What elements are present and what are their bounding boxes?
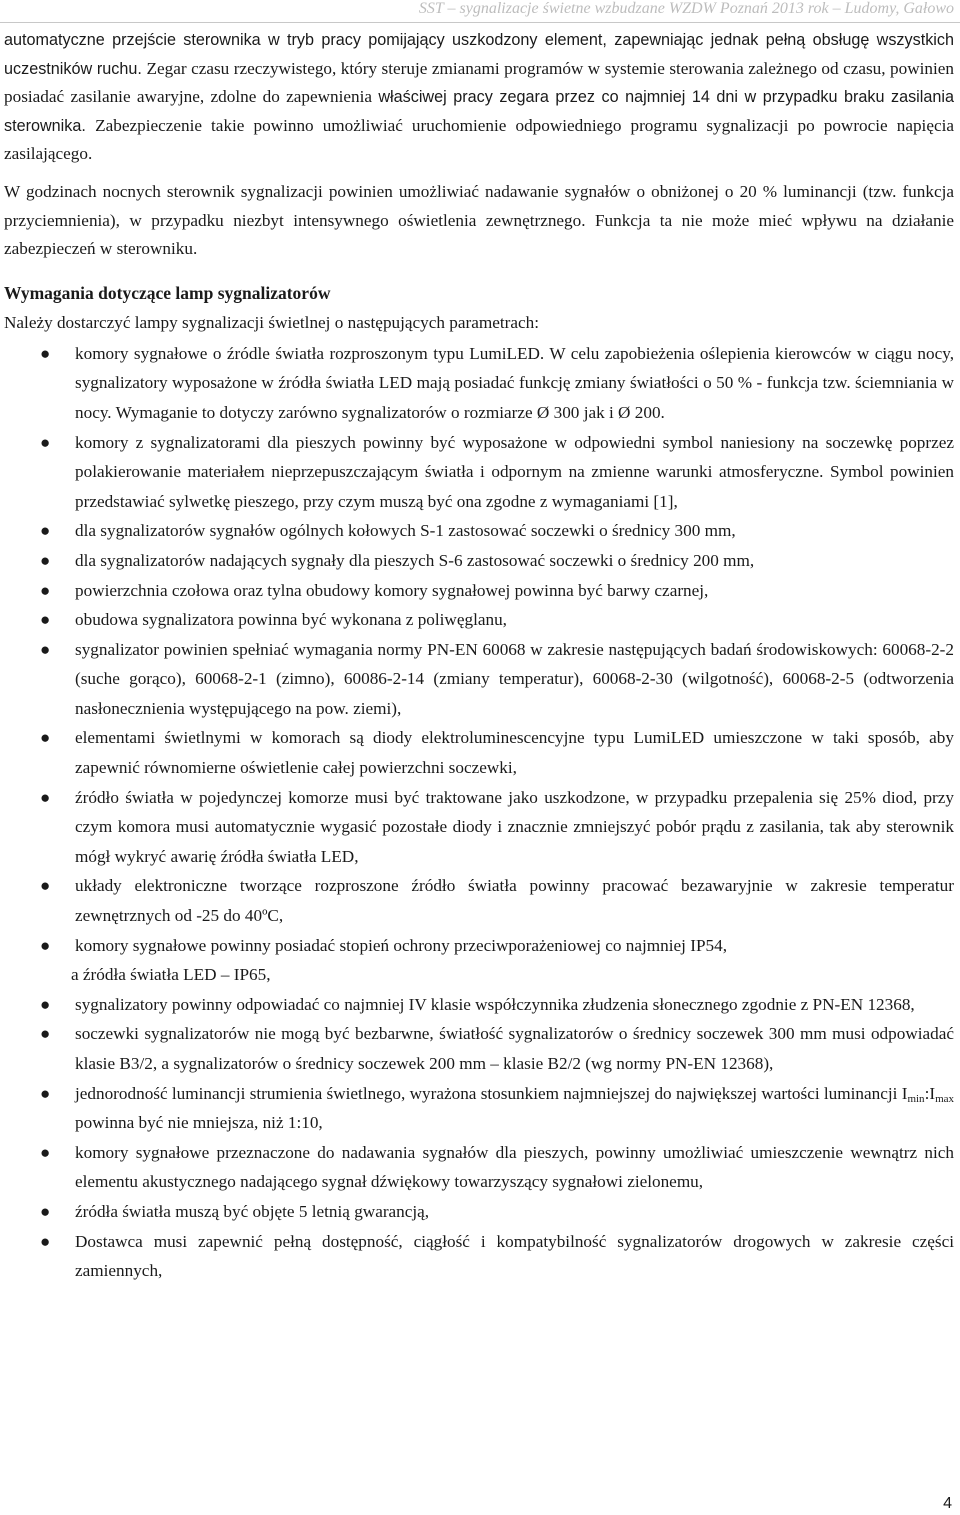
list-item — [4, 1227, 954, 1286]
bullet-icon: ● — [40, 728, 51, 748]
list-item — [4, 783, 954, 872]
list-item — [4, 1079, 954, 1138]
list-item — [4, 1019, 954, 1078]
bullet-icon: ● — [40, 787, 51, 807]
bullet-icon: ● — [40, 432, 51, 452]
header-rule — [0, 22, 960, 23]
bullet-icon: ● — [40, 580, 51, 600]
list-item-text: komory sygnałowe przeznaczone do nadawania sygnałów dla pieszych, powinny umożliwiać umieszczenie wewnątrz nich elementu akustycznego nadającego sygnał dźwiękowy towarzyszący sygnałowi zielonemu, — [75, 1142, 954, 1192]
list-item-text: jednorodność luminancji strumienia świetlnego, wyrażona stosunkiem najmniejszej do największej wartości luminancji I — [75, 1083, 908, 1103]
bullet-icon: ● — [40, 876, 51, 896]
bullet-icon: ● — [40, 935, 51, 955]
running-header — [0, 0, 960, 20]
paragraph-text: W godzinach nocnych sterownik sygnalizacji powinien umożliwiać nadawanie sygnałów o obniżonej o 20 % luminancji (tzw. funkcja przyciemnienia), w przypadku niezbyt intensywnego oświetlenia zewnętrznego. Funkcja ta nie może mieć wpływu na działanie zabezpieczeń w sterowniku. — [4, 181, 954, 259]
list-item-text: Dostawca musi zapewnić pełną dostępność, ciągłość i kompatybilność sygnalizatorów drogowych w zakresie części zamiennych, — [75, 1231, 954, 1281]
bullet-icon: ● — [40, 1024, 51, 1044]
bullet-icon: ● — [40, 550, 51, 570]
bullet-icon: ● — [40, 1201, 51, 1221]
page-number: 4 — [943, 1495, 952, 1512]
list-item — [4, 516, 954, 546]
body-paragraph — [4, 26, 954, 169]
list-item-text: :I — [924, 1083, 936, 1103]
list-item-text: sygnalizator powinien spełniać wymagania normy PN-EN 60068 w zakresie następujących badań środowiskowych: 60068-2-2 (suche gorąco), 60068-2-1 (zimno), 60086-2-14 (zmiany temperatur), 60068-2-30 (wilgotność), 60068-2-5 (odtworzenia nasłonecznienia występującego na pow. ziemi), — [75, 639, 954, 718]
requirements-list — [4, 339, 954, 1286]
list-item-text: soczewki sygnalizatorów nie mogą być bezbarwne, światłość sygnalizatorów o średnicy soczewek 300 mm musi odpowiadać klasie B3/2, a sygnalizatorów o średnicy soczewek 200 mm – klasie B2/2 (wg normy PN-EN 12368), — [75, 1024, 954, 1073]
section-heading: Wymagania dotyczące lamp sygnalizatorów — [4, 282, 331, 303]
body-paragraph — [4, 178, 954, 264]
list-item-text: źródło światła w pojedynczej komorze musi być traktowane jako uszkodzone, w przypadku przepalenia się 25% diod, przy czym komora musi automatycznie wygasić pozostałe diody i znacznie zmniejszyć pobór prądu z zasilania, tak aby sterownik mógł wykryć awarię źródła światła LED, — [75, 787, 954, 866]
section-intro: Należy dostarczyć lampy sygnalizacji świetlnej o następujących parametrach: — [4, 312, 539, 332]
list-item — [4, 605, 954, 635]
list-item-text: elementami świetlnymi w komorach są diody elektroluminescencyjne typu LumiLED umieszczone w taki sposób, aby zapewnić równomierne oświetlenie całej powierzchni soczewki, — [75, 728, 954, 778]
bullet-icon: ● — [40, 1142, 51, 1162]
paragraph-text: Zegar czasu rzeczywistego, który steruje zmianami programów w systemie sterowania zależnego od czasu, powinien posiadać zasilanie awaryjne, zdolne do zapewnienia — [4, 58, 955, 107]
running-title: SST – sygnalizacje świetne wzbudzane WZDW Poznań 2013 rok – Ludomy, Gałowo — [418, 0, 954, 17]
list-item-text: sygnalizatory powinny odpowiadać co najmniej IV klasie współczynnika złudzenia słonecznego zgodnie z PN-EN 12368, — [75, 994, 915, 1014]
list-item-text: powinna być nie mniejsza, niż 1:10, — [75, 1113, 323, 1133]
list-item-text: dla sygnalizatorów nadających sygnały dla pieszych S-6 zastosować soczewki o średnicy 200 mm, — [75, 550, 755, 570]
list-item-text: komory z sygnalizatorami dla pieszych powinny być wyposażone w odpowiedni symbol naniesiony na soczewkę poprzez polakierowanie materiałem nieprzepuszczającym światła i odpornym na zmienne warunki atmosferyczne. Symbol powinien przedstawiać sylwetkę pieszego, przy czym muszą być ona zgodne z wymaganiami [1], — [75, 432, 954, 511]
list-item — [4, 990, 954, 1020]
subscript-text: max — [935, 1092, 955, 1105]
list-item — [4, 1197, 954, 1227]
page-content — [4, 26, 954, 1286]
paragraph-text: Zabezpieczenie takie powinno umożliwiać uruchomienie odpowiedniego programu sygnalizacji po powrocie napięcia zasilającego. — [4, 115, 954, 164]
list-item-continuation: a źródła światła LED – IP65, — [71, 965, 271, 985]
body-paragraphs — [4, 26, 954, 264]
bullet-icon: ● — [40, 1231, 51, 1251]
list-item-text: układy elektroniczne tworzące rozproszone źródło światła powinny pracować bezawaryjnie w zakresie temperatur zewnętrznych od -25 do 40ºC, — [75, 876, 954, 926]
list-item-text: źródła światła muszą być objęte 5 letnią gwarancją, — [75, 1201, 430, 1221]
list-item-text: dla sygnalizatorów sygnałów ogólnych kołowych S-1 zastosować soczewki o średnicy 300 mm, — [75, 521, 736, 541]
list-item-text: powierzchnia czołowa oraz tylna obudowy komory sygnałowej powinna być barwy czarnej, — [75, 580, 709, 600]
bullet-icon: ● — [40, 994, 51, 1014]
list-item — [4, 1138, 954, 1197]
bullet-icon: ● — [40, 610, 51, 630]
paragraph-text: właściwej pracy zegara przez co najmniej 14 dni w przypadku braku zasilania sterownika. — [4, 88, 954, 135]
subscript-text: min — [907, 1092, 925, 1105]
bullet-icon: ● — [40, 1083, 51, 1103]
list-item — [4, 546, 954, 576]
list-item-text: komory sygnałowe o źródle światła rozproszonym typu LumiLED. W celu zapobieżenia oślepienia kierowców w ciągu nocy, sygnalizatory wyposażone w źródła światła LED mają posiadać funkcję zmiany światłości o 50 % - funkcja tzw. ściemniania w nocy. Wymaganie to dotyczy zarówno sygnalizatorów o rozmiarze Ø 300 jak i Ø 200. — [75, 343, 954, 422]
list-item — [4, 723, 954, 782]
list-item — [4, 576, 954, 606]
list-item — [4, 428, 954, 517]
list-item — [4, 339, 954, 428]
paragraph-text: automatyczne przejście sterownika w tryb pracy pomijający uszkodzony element, zapewniając jednak pełną obsługę wszystkich uczestników ruchu. — [4, 31, 954, 78]
list-item — [4, 871, 954, 930]
list-item-text: komory sygnałowe powinny posiadać stopień ochrony przeciwporażeniowej co najmniej IP54, — [75, 935, 728, 955]
bullet-icon: ● — [40, 521, 51, 541]
list-item — [4, 635, 954, 724]
list-item — [4, 931, 954, 990]
bullet-icon: ● — [40, 639, 51, 659]
list-item-text: obudowa sygnalizatora powinna być wykonana z poliwęglanu, — [75, 610, 507, 630]
bullet-icon: ● — [40, 343, 51, 363]
